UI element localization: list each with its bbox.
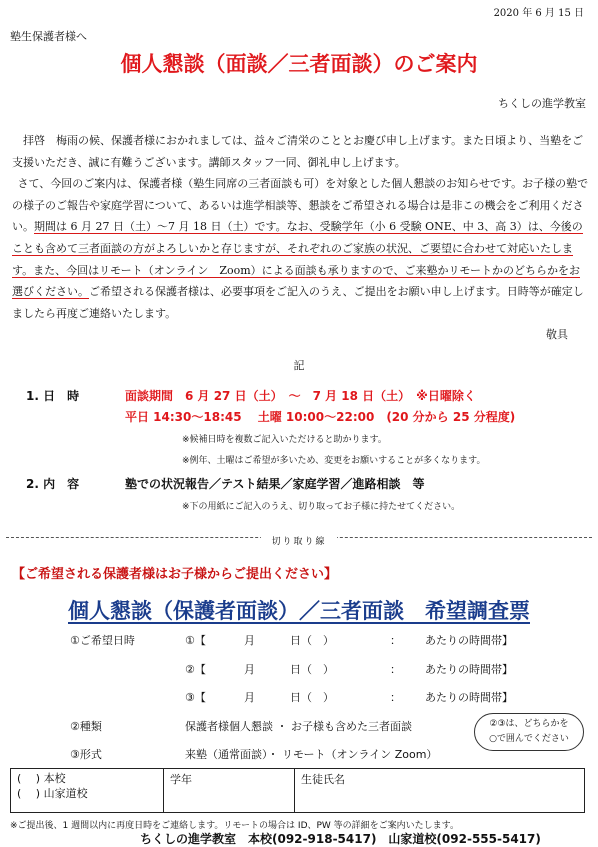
grade-label: 学年 [170, 773, 192, 786]
grade-cell[interactable] [164, 769, 295, 813]
schedule-note-1: ※候補日時を複数ご記入いただけると助かります。 [182, 435, 387, 445]
date-choice-1-slot: あたりの時間帯】 [425, 634, 513, 647]
meeting-type-options[interactable]: 保護者様個人懇談 ・ お子様も含めた三者面談 [185, 720, 412, 733]
schedule-note-2: ※例年、土曜はご希望が多いため、変更をお願いすることが多くなります。 [182, 456, 486, 466]
greeting-paragraph: 拝啓 梅雨の候、保護者様におかれましては、益々ご清栄のこととお慶び申し上げます。また日頃より、当塾をご支援いただき、誠に有難うございます。講師スタッフ一同、御礼申し上げます。 [12, 134, 584, 169]
details-intro: さて、今回のご案内は、保護者様（塾生同席の三者面談も可）を対象とした個人懇談のお知らせです。お子様の塾での様子のご報告や家庭学習について、あるいは進学相談等、懇談をご希望される場合は是非この機会をご利用ください。 [12, 177, 589, 234]
closing-word: 敬具 [546, 328, 568, 342]
date-choice-3-slot: あたりの時間帯】 [425, 691, 513, 704]
preferred-dates-label: ①ご希望日時 [70, 634, 135, 647]
student-info-table [10, 768, 585, 813]
date-choice-2-month[interactable]: 月 [244, 663, 255, 676]
school-cell[interactable] [11, 769, 164, 813]
schedule-label: 1. 日 時 [26, 389, 80, 403]
date-choice-2-slot: あたりの時間帯】 [425, 663, 513, 676]
meeting-format-options[interactable]: 来塾（通常面談）・ リモート（オンライン Zoom） [185, 748, 438, 761]
schedule-hours: 平日 14:30～18:45 土曜 10:00～22:00 (20 分から 25 分程度) [125, 410, 516, 424]
date-choice-1-time[interactable]: ： [390, 634, 401, 647]
meeting-type-label: ②種類 [70, 720, 102, 733]
meeting-format-label: ③形式 [70, 748, 102, 761]
organization-name: ちくしの進学教室 [498, 97, 586, 110]
content-text: 塾での状況報告／テスト結果／家庭学習／進路相談 等 [125, 477, 425, 491]
date-choice-2-label: ②【 [185, 663, 206, 676]
cut-label-text: 切り取り線 [261, 537, 336, 547]
date-choice-1-label: ①【 [185, 634, 206, 647]
cut-label [0, 529, 598, 548]
document-date: 2020 年 6 月 15 日 [493, 8, 584, 19]
form-title: 個人懇談（保護者面談）／三者面談 希望調査票 [68, 599, 530, 623]
date-choice-3-day[interactable]: 日（ ） [290, 691, 334, 704]
date-choice-3-label: ③【 [185, 691, 206, 704]
content-label: 2. 内 容 [26, 477, 80, 491]
addressee: 塾生保護者様へ [10, 30, 87, 43]
form-notice: 【ご希望される保護者様はお子様からご提出ください】 [12, 567, 338, 582]
footer-note: ※ご提出後、1 週間以内に再度日時をご連絡します。リモートの場合は ID、PW 等の詳細をご案内いたします。 [10, 821, 459, 831]
date-choice-2-day[interactable]: 日（ ） [290, 663, 334, 676]
ki-heading: 記 [293, 359, 305, 372]
details-paragraph [12, 173, 590, 324]
date-choice-3-month[interactable]: 月 [244, 691, 255, 704]
date-choice-1-day[interactable]: 日（ ） [290, 634, 334, 647]
schedule-period: 面談期間 6 月 27 日（土） ～ 7 月 18 日（土） ※日曜除く [125, 389, 476, 403]
content-note: ※下の用紙にご記入のうえ、切り取ってお子様に持たせてください。 [182, 502, 461, 512]
document-title: 個人懇談（面談／三者面談）のご案内 [120, 52, 478, 76]
date-choice-3-time[interactable]: ： [390, 691, 401, 704]
student-name-cell[interactable] [295, 769, 585, 813]
date-choice-1-month[interactable]: 月 [244, 634, 255, 647]
circle-instruction-note [474, 713, 584, 751]
student-name-label: 生徒氏名 [301, 773, 345, 786]
circle-note-line-2: ○で囲んでください [489, 734, 569, 744]
circle-note-line-1: ②③は、どちらかを [489, 719, 569, 729]
school-option-yamaemichi[interactable]: ( ) 山家道校 [17, 787, 88, 800]
footer-contact: ちくしの進学教室 本校(092-918-5417) 山家道校(092-555-5417) [140, 832, 541, 846]
details-request: ご希望される保護者様は、必要事項をご記入のうえ、ご提出をお願い申し上げます。日時等が確定しましたら再度ご連絡いたします。 [12, 285, 584, 320]
date-choice-2-time[interactable]: ： [390, 663, 401, 676]
letter-body [12, 130, 590, 346]
period-underlined-text: 期間は 6 月 27 日（土）～7 月 18 日（土）です。なお、受験学年（小 6 受験 ONE、中 3、高 3）は、今後のことも含めて三者面談の方がよろしいかと存じますが、それぞれのご家族の状況、ご要望に合わせて対応いたします。また、今回はリモート（オンライン Zoom）による面談も承りますので、ご来塾かリモートかのどちらかをお選びください。 [12, 220, 583, 299]
closing-row [12, 324, 590, 346]
school-option-main[interactable]: ( ) 本校 [17, 772, 66, 785]
